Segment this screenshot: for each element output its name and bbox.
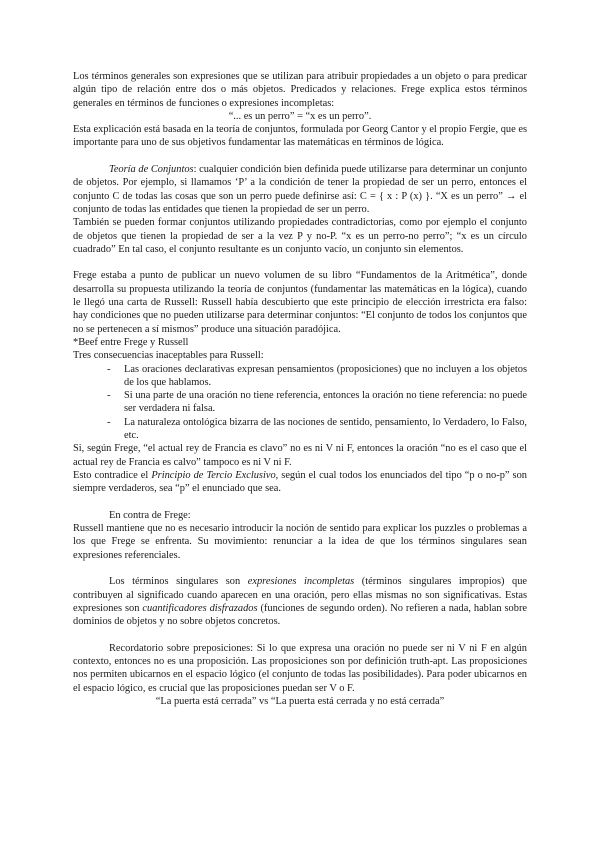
paragraph-propositions-reminder: Recordatorio sobre preposiciones: Si lo que expresa una oración no puede ser ni V ni F en algún contexto, entonces no es una proposición. Las proposiciones son por definición truth-apt. Las proposiciones nos permiten ubicarnos en el espacio lógico (el conjunto de todas las posibilidades). Para poder ubicarnos en el espacio lógico, es crucial que las proposiciones puedan ser V o F. [73,642,527,694]
paragraph-rey-de-francia: Si, según Frege, “el actual rey de Francia es clavo” no es ni V ni F, entonces la oración “no es el caso que el actual rey de Francia es calvo” tampoco es ni V ni F. [73,443,527,468]
list-item: - Las oraciones declarativas expresan pensamientos (proposiciones) que no incluyen a los objetos de los que hablamos. [109,363,527,390]
text-run: Los términos singulares son [109,576,248,588]
text-run: Esto contradice el [73,469,152,481]
term-cuantificadores-disfrazados: cuantificadores disfrazados [142,602,258,614]
paragraph-general-terms: Los términos generales son expresiones que se utilizan para atribuir propiedades a un objeto o para predicar algún tipo de relación entre dos o más objetos. Predicados y relaciones. Frege explica estos términos generales en términos de funciones o expresiones incompletas: [73,71,527,109]
paragraph-singular-terms [73,575,527,628]
paragraph-russell-position: Russell mantiene que no es necesario introducir la noción de sentido para explicar los puzzles o problemas a los que Frege se enfrenta. Su movimiento: renunciar a la idea de que los términos singulares sean expresiones referenciales. [73,523,527,561]
text-run: según el cual todos los enunciados del tipo “p o no-p” son siempre verdaderos, sea “p” el enunciado que sea. [73,469,527,495]
set-theory-term: Teoría de Conjuntos [109,164,194,176]
spacer [73,496,527,509]
text-run: (términos singulares impropios) que contribuyen al significado cuando aparecen en una oración, pero ellas mismas no son significativas. Estas expresiones son [73,576,528,614]
term-expresiones-incompletas: expresiones incompletas [247,576,355,588]
note-beef: *Beef entre Frege y Russell [73,336,189,348]
paragraph-russell-letter: Frege estaba a punto de publicar un nuevo volumen de su libro “Fundamentos de la Aritmética”, donde desarrolla su propuesta utilizando la teoría de conjuntos (fundamentar las matemáticas en la lógica), cuando le llegó una carta de Russell: Russell había descubierto que este principio de elección irrestricta era falso: hay condiciones que no pueden utilizarse para determinar conjuntos: “El conjunto de todos los conjuntos que no se pertenecen a sí mismos” produce una situación paradójica. [73,270,527,335]
consequences-list [73,363,527,443]
spacer [73,562,527,575]
paragraph-set-theory [73,163,527,216]
example-puerta: “La puerta está cerrada” vs “La puerta está cerrada y no está cerrada” [155,695,445,707]
set-theory-definition: : cualquier condición bien definida puede utilizarse para determinar un conjunto de objetos. Por ejemplo, si llamamos ‘P’ a la condición de tener la propiedad de ser un perro, entonces el conjunto C de todas las cosas que son un perro puede definirse así: C = { x : P (x) }. “X es un perro” → el conjunto de todas las entidades que tienen la propiedad de ser un perro. [73,164,527,215]
spacer [73,628,527,641]
consequences-title: Tres consecuencias inaceptables para Russell: [73,350,264,362]
list-item: - Si una parte de una oración no tiene referencia, entonces la oración no tiene referencia: no puede ser verdadera ni falsa. [109,389,527,416]
principle-name: Principio de Tercio Exclusivo, [151,469,279,481]
paragraph-contradictory-sets: También se pueden formar conjuntos utilizando propiedades contradictorias, como por ejemplo el conjunto de objetos que tienen la propiedad de ser a la vez P y no-P. “x es un perro-no perro”; “x es un círculo cuadrado” En tal caso, el conjunto resultante es un conjunto vacío, un conjunto sin elementos. [73,217,527,255]
spacer [73,256,527,269]
formula-es-un-perro: “... es un perro” = “x es un perro”. [228,110,372,122]
heading-en-contra-de-frege: En contra de Frege: [109,509,191,521]
paragraph-set-theory-basis: Esta explicación está basada en la teoría de conjuntos, formulada por Georg Cantor y el propio Fergie, que es importante para uno de sus objetivos fundamentar las matemáticas en términos de lógica. [73,124,527,149]
list-item: - La naturaleza ontológica bizarra de las nociones de sentido, pensamiento, lo Verdadero, lo Falso, etc. [109,416,527,443]
spacer [73,150,527,163]
text-run: (funciones de segundo orden). No refieren a nada, hablan sobre dominios de objetos y no sobre objetos concretos. [73,602,528,628]
paragraph-tercio-exclusivo [73,469,527,496]
